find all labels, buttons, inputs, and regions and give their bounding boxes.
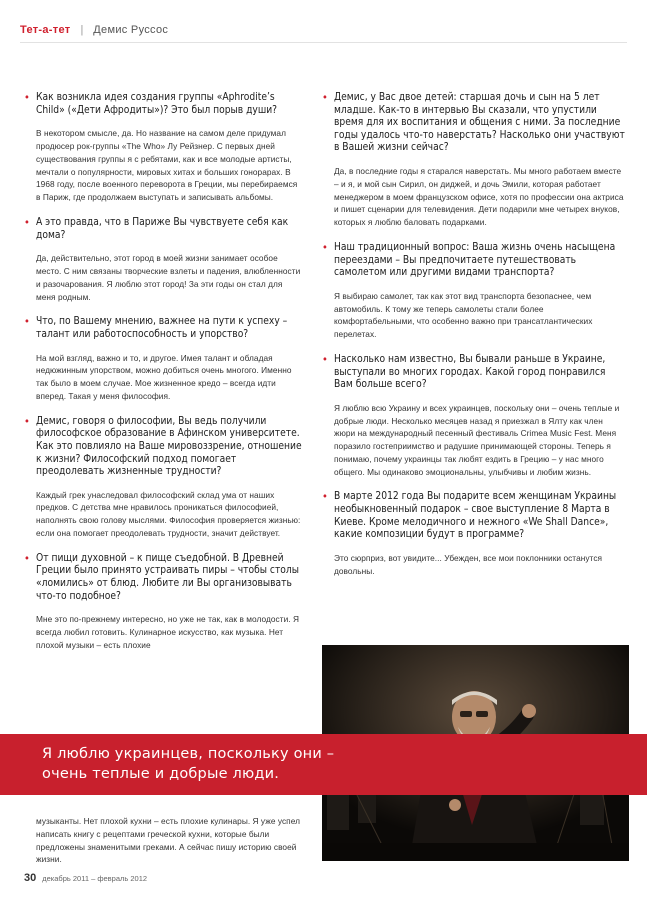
question: • Как возникла идея создания группы «Aphrodite’s Child» («Дети Афродиты»)? Это был порыв души? [24,92,302,117]
answer-continuation: музыканты. Нет плохой кухни – есть плохие кулинары. Я уже успел написать книгу с рецептами греческой кухни, которые были предложены знаменитыми греками. А сейчас пишу историю своей жизни. [36,816,300,865]
question: • Наш традиционный вопрос: Ваша жизнь очень насыщена переездами – Вы предпочитаете путешествовать самолетом или другими видами транспорта? [322,242,625,280]
issue-date: декабрь 2011 – февраль 2012 [42,874,148,883]
header-separator: | [80,24,84,36]
interviewee-name: Демис Руссос [93,24,169,36]
answer: В некотором смысле, да. Но название на самом деле придумал продюсер рок-группы «The Who» Лу Рейзнер. С первых дней существования группы я с ребятами, как и все молодые артисты, мечтали о популярности, мировых хитах и больших гонорарах. В 1968 году, после военного переворота в Греции, мы перебираемся в Париж, где продолжаем выступать и записывать альбомы. [36,128,298,203]
question: • Насколько нам известно, Вы бывали раньше в Украине, выступали во многих городах. Какой город понравился Вам больше всего? [322,354,625,392]
question: • От пищи духовной – к пище съедобной. В Древней Греции было принято устраивать пиры – чтобы столы «ломились» от блюд. Любите ли Вы организовывать что-то подобное? [24,553,302,603]
page-number: 30 [24,872,37,884]
pull-quote-line-1: Я люблю украинцев, поскольку они – [42,746,335,762]
question: • Демис, говоря о философии, Вы ведь получили философское образование в Афинском университете. Как это повлияло на Ваше мировоззрение, отношение к жизни? Философский подход помогает преодолевать жизненные трудности? [24,416,302,479]
answer: Мне это по-прежнему интересно, но уже не так, как в молодости. Я всегда любил готовить. Кулинарное искусство, как музыка. Нет плохой музыки – есть плохие [36,614,299,650]
question: • Демис, у Вас двое детей: старшая дочь и сын на 5 лет младше. Как-то в интервью Вы сказали, что упустили время для их воспитания и общения с ними. За последние годы удалось что-то наверстать? Насколько они участвуют в Вашей жизни сейчас? [322,92,625,155]
question: • В марте 2012 года Вы подарите всем женщинам Украины необыкновенный подарок – свое выступление 8 Марта в Киеве. Кроме мелодичного и нежного «We Shall Dance», какие композиции будут в программе? [322,491,625,541]
answer: Каждый грек унаследовал философский склад ума от наших предков. С детства мне нравилось проникаться философией, наполнять свою голову мыслями. Философия проверяется жизнью: если она помогает преодолевать трудности, значит действует. [36,489,301,539]
right-column [322,92,625,590]
pull-quote-banner [0,734,647,795]
page-footer [24,872,147,884]
question: • Что, по Вашему мнению, важнее на пути к успеху – талант или работоспособность и упорство? [24,316,302,341]
answer: На мой взгляд, важно и то, и другое. Имея талант и обладая недюжинным упорством, можно добиться очень многого. Именно так было в моем случае. Мое жизненное кредо – всегда идти вперед. Такая у меня философия. [36,352,292,401]
pull-quote-line-2: очень теплые и добрые люди. [42,766,280,782]
answer: Да, в последние годы я старался наверстать. Мы много работаем вместе – и я, и мой сын Сирил, он диджей, и дочь Эмили, которая работает менеджером в моем французском офисе, хотя по профессии она актриса и пишет сценарии для телевидения. Дети подарили мне четырех внуков, которых я люблю баловать подарками. [334,165,624,228]
question: • А это правда, что в Париже Вы чувствуете себя как дома? [24,217,302,242]
answer: Я люблю всю Украину и всех украинцев, поскольку они – очень теплые и добрые люди. Несколько месяцев назад я приезжал в Ялту как член жюри на международный песенный фестиваль Crimea Music Fest. Меня поразило гостеприимство и радушие принимающей стороны. Теперь я понимаю, почему украинцы так любят ездить в Грецию – у нас много общего. Мы одинаково эмоциональны, улыбчивы и любим жизнь. [334,402,620,477]
answer: Я выбираю самолет, так как этот вид транспорта безопаснее, чем автомобиль. К тому же теперь самолеты стали более комфортабельными, что особенно важно при трансатлантических перелетах. [334,290,593,340]
answer: Это сюрприз, вот увидите... Убежден, все мои поклонники останутся довольны. [334,552,603,576]
header-divider [20,42,627,43]
section-label: Тет-а-тет [20,24,71,36]
left-column [24,92,302,665]
page-header [20,20,168,40]
answer: Да, действительно, этот город в моей жизни занимает особое место. С ним связаны творческие взлеты и падения, влюбленности и разочарования. Я люблю этот город! За эти годы он стал для меня родным. [36,253,301,302]
left-column-continuation [24,815,302,879]
